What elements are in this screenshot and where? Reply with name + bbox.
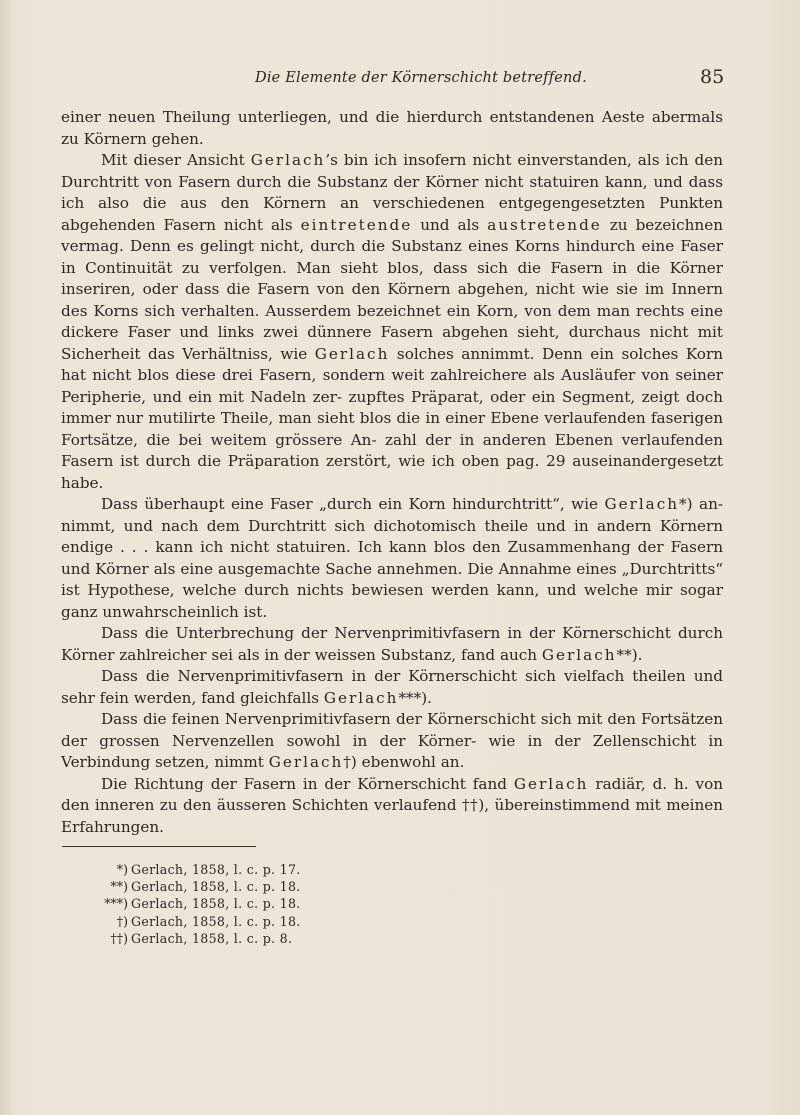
footnote-text: Gerlach, 1858, l. c. p. 18. bbox=[131, 913, 301, 929]
paragraph bbox=[61, 494, 723, 623]
footnote-mark: **) bbox=[110, 879, 128, 895]
footnote bbox=[62, 878, 362, 895]
text-run: ’s bin ich insofern nicht einverstanden, als ich den Durchtritt von Fasern durch die Substanz der Körner nicht statuiren kann, und dass ich also die aus den Körnern an verschiedenen entgegengesetzten Punkten abgehenden Fasern nicht als bbox=[61, 151, 723, 234]
text-run: Dass überhaupt eine Faser „durch ein Korn hindurchtritt“, wie bbox=[101, 495, 605, 513]
footnote-text: Gerlach, 1858, l. c. p. 18. bbox=[131, 879, 301, 895]
footnote-text: Gerlach, 1858, l. c. p. 18. bbox=[131, 896, 301, 912]
page-header bbox=[0, 66, 800, 94]
footnote-mark: †) bbox=[116, 913, 128, 929]
footnotes bbox=[62, 861, 362, 947]
text-run: einer neuen Theilung unterliegen, und die hierdurch entstandenen Aeste abermals zu Körnern gehen. bbox=[61, 108, 723, 148]
spaced-name: Gerlach bbox=[250, 151, 326, 169]
text-run: **). bbox=[616, 645, 643, 664]
footnote-mark: ***) bbox=[104, 896, 128, 912]
body-text bbox=[61, 107, 723, 838]
footnote bbox=[62, 930, 362, 947]
footnote-text: Gerlach, 1858, l. c. p. 8. bbox=[131, 930, 293, 946]
spaced-name: eintretende bbox=[300, 215, 413, 234]
page-number: 85 bbox=[700, 66, 725, 88]
paragraph bbox=[61, 666, 723, 709]
paragraph bbox=[61, 150, 723, 494]
spaced-name: Gerlach bbox=[323, 688, 399, 707]
footnote bbox=[62, 861, 362, 878]
spaced-name: Gerlach bbox=[314, 344, 390, 363]
footnote-text: Gerlach, 1858, l. c. p. 17. bbox=[131, 862, 301, 877]
spaced-name: Gerlach bbox=[268, 753, 344, 771]
footnote-mark: *) bbox=[116, 862, 128, 877]
text-run: Die Richtung der Fasern in der Körnerschicht fand bbox=[101, 774, 514, 793]
paragraph bbox=[61, 709, 723, 774]
spaced-name: Gerlach bbox=[513, 774, 589, 793]
text-run: Mit dieser Ansicht bbox=[101, 151, 251, 169]
text-run: und als bbox=[412, 215, 488, 234]
spaced-name: austretende bbox=[487, 215, 602, 234]
footnote bbox=[62, 895, 362, 912]
spaced-name: Gerlach bbox=[541, 645, 617, 664]
text-run: Dass die feinen Nervenprimitivfasern der Körnerschicht sich mit den Fortsätzen der grossen Nervenzellen sowohl in der Körner- wie in der Zellenschicht in Verbindung setzen, nimmt bbox=[61, 710, 723, 771]
running-title: Die Elemente der Körnerschicht betreffend. bbox=[255, 70, 587, 86]
text-run: solches annimmt. Denn ein solches Korn hat nicht blos diese drei Fasern, sondern weit zahlreichere als Ausläufer von seiner Peripherie, und ein mit Nadeln zer- zupftes Präparat, oder ein Segment, zeigt doch immer nur mutilirte Theile, man sieht blos die in einer Ebene verlaufenden faserigen Fortsätze, die bei weitem grössere An- zahl der in anderen Ebenen verlaufenden Fasern ist durch die Präparation zerstört, wie ich oben pag. 29 auseinandergesetzt habe. bbox=[61, 344, 723, 492]
text-run: Dass die Nervenprimitivfasern in der Körnerschicht sich vielfach theilen und sehr fein werden, fand gleichfalls bbox=[61, 667, 723, 707]
text-run: Dass die Unterbrechung der Nervenprimitivfasern in der Körnerschicht durch Körner zahlreicher sei als in der weissen Substanz, fand auch bbox=[61, 624, 723, 664]
paragraph bbox=[61, 107, 723, 150]
text-run: †) ebenwohl an. bbox=[343, 753, 465, 771]
text-run: *) an- nimmt, und nach dem Durchtritt sich dichotomisch theile und in andern Körnern endige . . . kann ich nicht statuiren. Ich kann blos den Zusammenhang der Fasern und Körner als eine ausgemachte Sache annehmen. Die Annahme eines „Durchtritts“ ist Hypothese, welche durch nichts bewiesen werden kann, und welche mir sogar ganz unwahrscheinlich ist. bbox=[61, 495, 723, 621]
footnote bbox=[62, 913, 362, 930]
footnote-divider bbox=[62, 846, 256, 847]
text-run: ***). bbox=[398, 688, 432, 707]
text-run: zu bezeichnen vermag. Denn es gelingt nicht, durch die Substanz eines Korns hindurch eine Faser in Continuität zu verfolgen. Man sieht blos, dass sich die Fasern in die Körner inseriren, oder dass die Fasern von den Körnern abgehen, nicht wie sie im Innern des Korns sich verhalten. Ausserdem bezeichnet ein Korn, von dem man rechts eine dickere Faser und links zwei dünnere Fasern abgehen sieht, durchaus nicht mit Sicherheit das Verhältniss, wie bbox=[61, 215, 723, 363]
paragraph bbox=[61, 774, 723, 839]
paragraph bbox=[61, 623, 723, 666]
footnote-mark: ††) bbox=[110, 930, 128, 946]
spaced-name: Gerlach bbox=[604, 495, 680, 513]
text-run: radiär, d. h. von den inneren zu den äusseren Schichten verlaufend ††), übereinstimmend mit meinen Erfahrungen. bbox=[61, 774, 723, 836]
